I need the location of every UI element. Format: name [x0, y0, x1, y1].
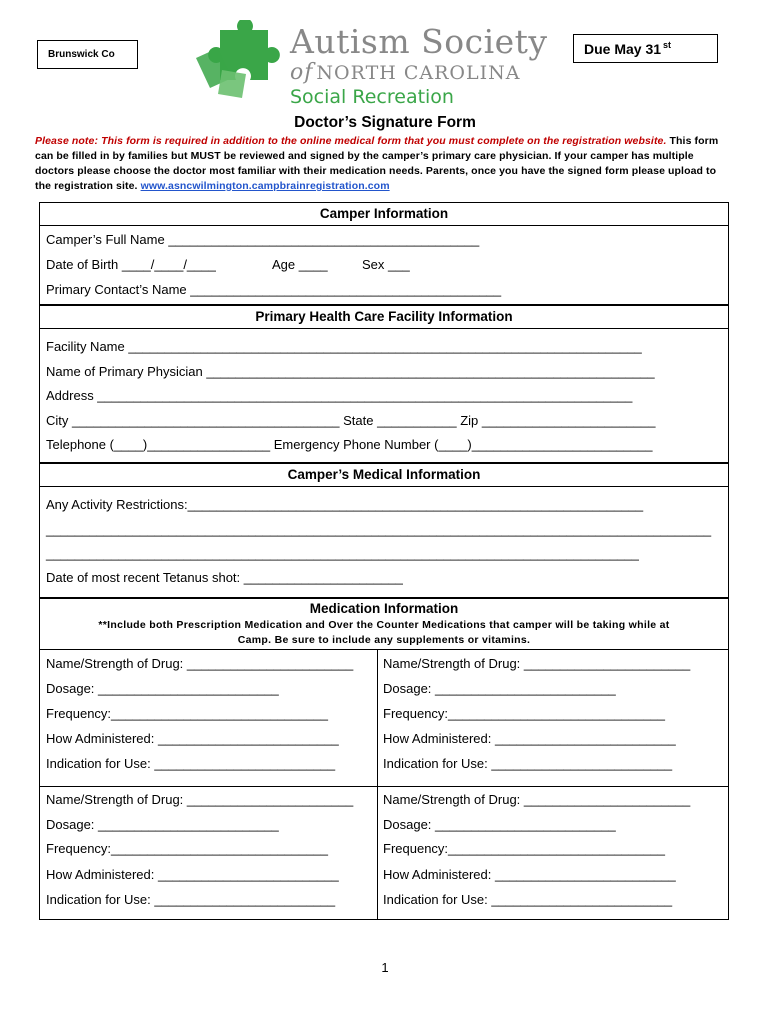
physician-field[interactable]: Name of Primary Physician ______________________________________________________________ [46, 364, 655, 379]
telephone-field[interactable]: Telephone (____)_________________ Emergency Phone Number (____)_________________________ [46, 437, 653, 452]
drug-1-frequency[interactable]: Frequency:______________________________ [46, 706, 328, 721]
medication-instruction-1: **Include both Prescription Medication and Over the Counter Medications that camper will be taking while at [98, 619, 670, 631]
drug-1-dosage[interactable]: Dosage: _________________________ [46, 681, 279, 696]
drug-2-indication[interactable]: Indication for Use: _________________________ [383, 756, 673, 771]
address-field[interactable]: Address __________________________________________________________________________ [46, 388, 633, 403]
due-date-box [573, 34, 718, 63]
facility-info-heading: Primary Health Care Facility Information [40, 306, 728, 329]
drug-2-frequency[interactable]: Frequency:______________________________ [383, 706, 665, 721]
drug-3-dosage[interactable]: Dosage: _________________________ [46, 817, 279, 832]
restrictions-field[interactable]: Any Activity Restrictions:_______________________________________________________________ [46, 497, 644, 512]
county-box [37, 40, 138, 69]
page-number: 1 [381, 960, 389, 975]
medication-instruction-2: Camp. Be sure to include any supplements or vitamins. [237, 634, 531, 646]
logo-subtitle [290, 60, 520, 85]
restrictions-line-2[interactable]: ____________________________________________________________________________________________ [46, 522, 712, 537]
logo-of: of [290, 60, 314, 85]
city-state-zip-field[interactable]: City _____________________________________ State ___________ Zip ________________________ [46, 413, 656, 428]
note-body: This form can be filled in by families but MUST be reviewed and signed by the camper’s primary care physician. If your camper has multiple doctors please choose the doctor most familiar with their medication needs. Parents, once you have the signed form please upload to the registration site. [35, 135, 719, 192]
drug-4-name[interactable]: Name/Strength of Drug: _______________________ [383, 792, 691, 807]
camper-info-heading: Camper Information [40, 203, 728, 226]
medication-row-divider [40, 786, 728, 787]
puzzle-piece-icon [192, 20, 292, 112]
drug-2-administered[interactable]: How Administered: _________________________ [383, 731, 676, 746]
drug-4-dosage[interactable]: Dosage: _________________________ [383, 817, 616, 832]
registration-link[interactable]: www.asncwilmington.campbrainregistration.com [140, 180, 390, 192]
tetanus-field[interactable]: Date of most recent Tetanus shot: ______________________ [46, 570, 403, 585]
restrictions-line-3[interactable]: __________________________________________________________________________________ [46, 546, 639, 561]
facility-name-field[interactable]: Facility Name _______________________________________________________________________ [46, 339, 642, 354]
camper-info-section [39, 202, 729, 305]
note-warning: Please note: This form is required in addition to the online medical form that you must complete on the registration website. [35, 135, 667, 147]
logo-program: Social Recreation [290, 86, 454, 108]
sex-field[interactable]: Sex ___ [362, 257, 410, 272]
drug-1-administered[interactable]: How Administered: _________________________ [46, 731, 339, 746]
logo-title: Autism Society [290, 22, 548, 61]
facility-info-section [39, 305, 729, 463]
drug-2-name[interactable]: Name/Strength of Drug: _______________________ [383, 656, 691, 671]
drug-3-frequency[interactable]: Frequency:______________________________ [46, 841, 328, 856]
contact-field[interactable]: Primary Contact’s Name ___________________________________________ [46, 282, 502, 297]
due-suffix: st [663, 39, 672, 50]
county-label: Brunswick Co [48, 49, 115, 60]
page-title: Doctor’s Signature Form [294, 114, 476, 131]
autism-society-logo [192, 20, 548, 112]
drug-1-indication[interactable]: Indication for Use: _________________________ [46, 756, 336, 771]
age-field[interactable]: Age ____ [272, 257, 328, 272]
medication-divider [377, 650, 378, 919]
medication-heading: Medication Information [309, 601, 459, 616]
drug-3-indication[interactable]: Indication for Use: _________________________ [46, 892, 336, 907]
medication-header [40, 599, 728, 650]
medical-info-heading: Camper’s Medical Information [40, 464, 728, 487]
logo-state: NORTH CAROLINA [316, 62, 521, 84]
due-label: Due May 31 [584, 40, 662, 57]
drug-4-indication[interactable]: Indication for Use: _________________________ [383, 892, 673, 907]
camper-name-field[interactable]: Camper’s Full Name ___________________________________________ [46, 232, 480, 247]
drug-3-name[interactable]: Name/Strength of Drug: _______________________ [46, 792, 354, 807]
drug-3-administered[interactable]: How Administered: _________________________ [46, 867, 339, 882]
form-note [35, 134, 735, 194]
medication-section [39, 598, 729, 920]
drug-2-dosage[interactable]: Dosage: _________________________ [383, 681, 616, 696]
dob-field[interactable]: Date of Birth ____/____/____ [46, 257, 216, 272]
drug-4-frequency[interactable]: Frequency:______________________________ [383, 841, 665, 856]
drug-4-administered[interactable]: How Administered: _________________________ [383, 867, 676, 882]
drug-1-name[interactable]: Name/Strength of Drug: _______________________ [46, 656, 354, 671]
medical-info-section [39, 463, 729, 598]
